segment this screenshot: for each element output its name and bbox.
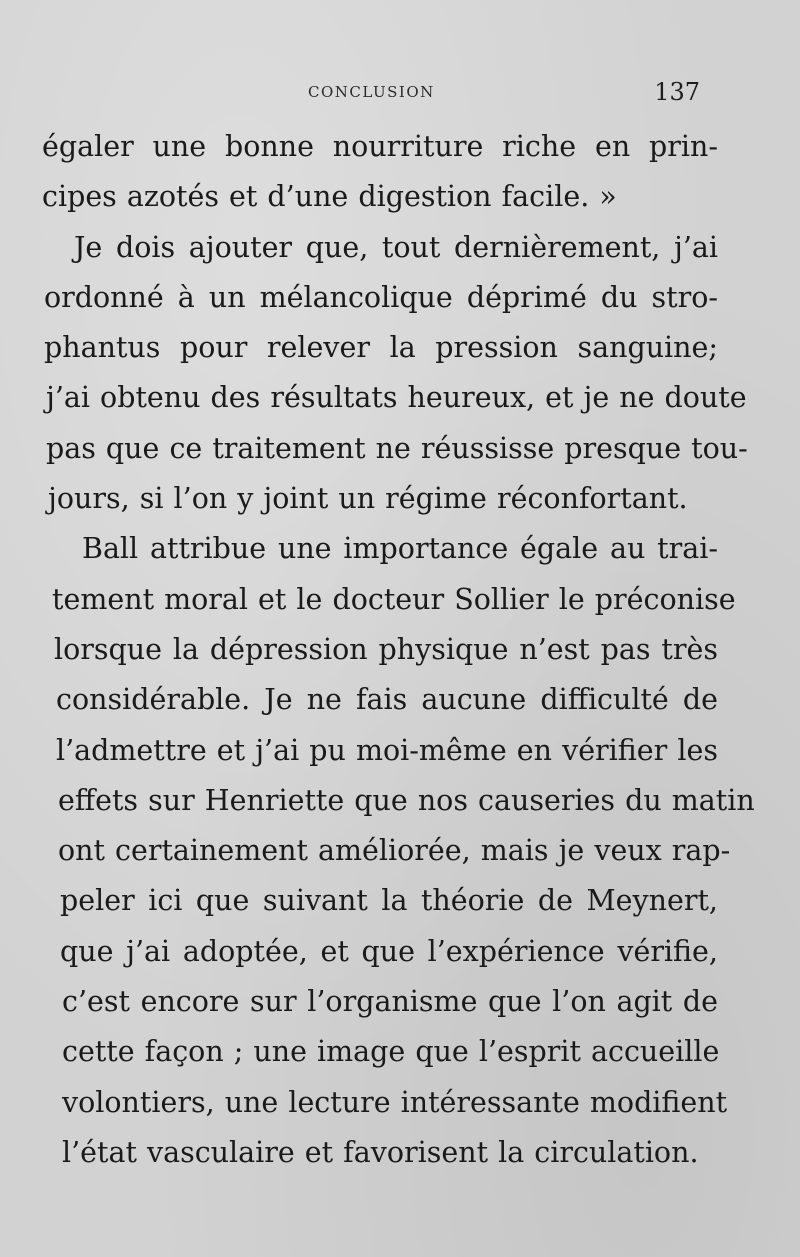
text-line: cipes azotés et d’une digestion facile. » bbox=[42, 180, 617, 214]
page-number: 137 bbox=[654, 78, 700, 106]
paragraph-start-line: Je dois ajouter que, tout dernièrement, j’ai bbox=[74, 230, 718, 264]
text-line: considérable. Je ne fais aucune difficulté de bbox=[56, 683, 718, 717]
text-line: peler ici que suivant la théorie de Meynert, bbox=[60, 884, 718, 918]
text-line: effets sur Henriette que nos causeries du matin bbox=[58, 783, 755, 817]
text-line: cette façon ; une image que l’esprit accueille bbox=[62, 1035, 720, 1069]
body-text bbox=[42, 122, 755, 1178]
text-line: lorsque la dépression physique n’est pas très bbox=[54, 632, 718, 666]
text-line: ordonné à un mélancolique déprimé du stro- bbox=[44, 280, 718, 314]
text-line: tement moral et le docteur Sollier le préconise bbox=[52, 582, 736, 616]
text-line: ont certainement améliorée, mais je veux rap- bbox=[58, 834, 731, 868]
text-line: j’ai obtenu des résultats heureux, et je ne doute bbox=[46, 381, 747, 415]
text-line: l’admettre et j’ai pu moi-même en vérifier les bbox=[56, 733, 718, 767]
text-line: égaler une bonne nourriture riche en prin- bbox=[42, 130, 718, 163]
running-head bbox=[40, 78, 700, 108]
text-line: pas que ce traitement ne réussisse presque tou- bbox=[46, 431, 748, 465]
text-line: phantus pour relever la pression sanguine; bbox=[44, 331, 718, 365]
paragraph-start-line: Ball attribue une importance égale au trai- bbox=[82, 532, 718, 566]
text-line: jours, si l’on y joint un régime réconfortant. bbox=[48, 482, 688, 516]
text-line: c’est encore sur l’organisme que l’on agit de bbox=[62, 985, 718, 1019]
text-line: que j’ai adoptée, et que l’expérience vérifie, bbox=[60, 934, 718, 968]
text-line: l’état vasculaire et favorisent la circulation. bbox=[62, 1135, 699, 1169]
text-line: volontiers, une lecture intéressante modifient bbox=[62, 1085, 728, 1119]
running-title: CONCLUSION bbox=[308, 83, 435, 101]
